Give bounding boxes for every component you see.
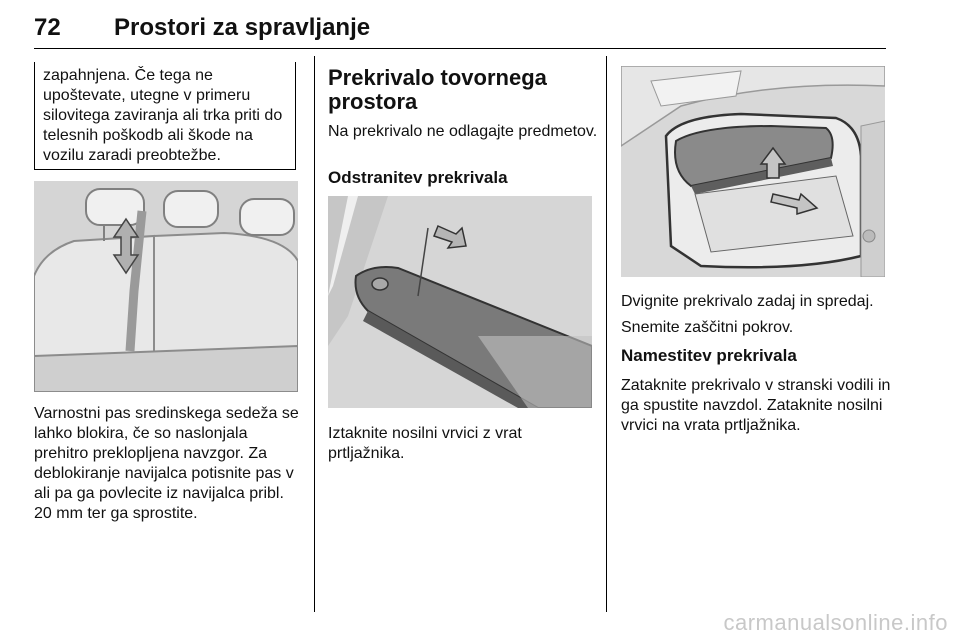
install-subheading: Namestitev prekrivala	[621, 346, 797, 365]
header-rule	[34, 48, 886, 49]
page-number: 72	[34, 14, 61, 41]
removal-subheading: Odstranitev prekrivala	[328, 168, 508, 187]
cargo-cover-intro: Na prekrivalo ne odlagajte predmetov.	[328, 123, 598, 140]
cargo-cover-heading: Prekrivalo tovornega prostora	[328, 65, 547, 114]
warning-box	[34, 62, 296, 170]
warning-text: zapahnjena. Če tega ne upoštevate, utegne v primeru silovitega zaviranja ali trka priti do telesnih poškodb ali škode na vozilu zaradi preobtežbe.	[43, 67, 283, 164]
rear-seat-belt-illustration	[34, 181, 298, 392]
column-divider-right	[606, 56, 607, 612]
cover-removal-illustration	[328, 196, 592, 408]
belt-paragraph: Varnostni pas sredinskega sedeža se lahko blokira, če so naslonjala prehitro preklopljena navzgor. Za deblokiranje navijalca potisnite pas v ali pa ga povlecite iz navijalca pribl. 20 mm ter ga sprostite.	[34, 405, 299, 522]
watermark: carmanualsonline.info	[723, 610, 948, 635]
section-title: Prostori za spravljanje	[114, 14, 371, 41]
page-header	[34, 6, 886, 46]
step-lift-cover: Dvignite prekrivalo zadaj in spredaj.	[621, 293, 874, 310]
install-paragraph: Zataknite prekrivalo v stranski vodili in ga spustite navzdol. Zataknite nosilni vrvici na vrata prtljažnika.	[621, 377, 891, 434]
step-remove-cap: Snemite zaščitni pokrov.	[621, 319, 794, 336]
column-divider-left	[314, 56, 315, 612]
removal-caption: Iztaknite nosilni vrvici z vrat prtljažnika.	[328, 425, 522, 462]
trunk-cover-illustration	[621, 66, 885, 277]
